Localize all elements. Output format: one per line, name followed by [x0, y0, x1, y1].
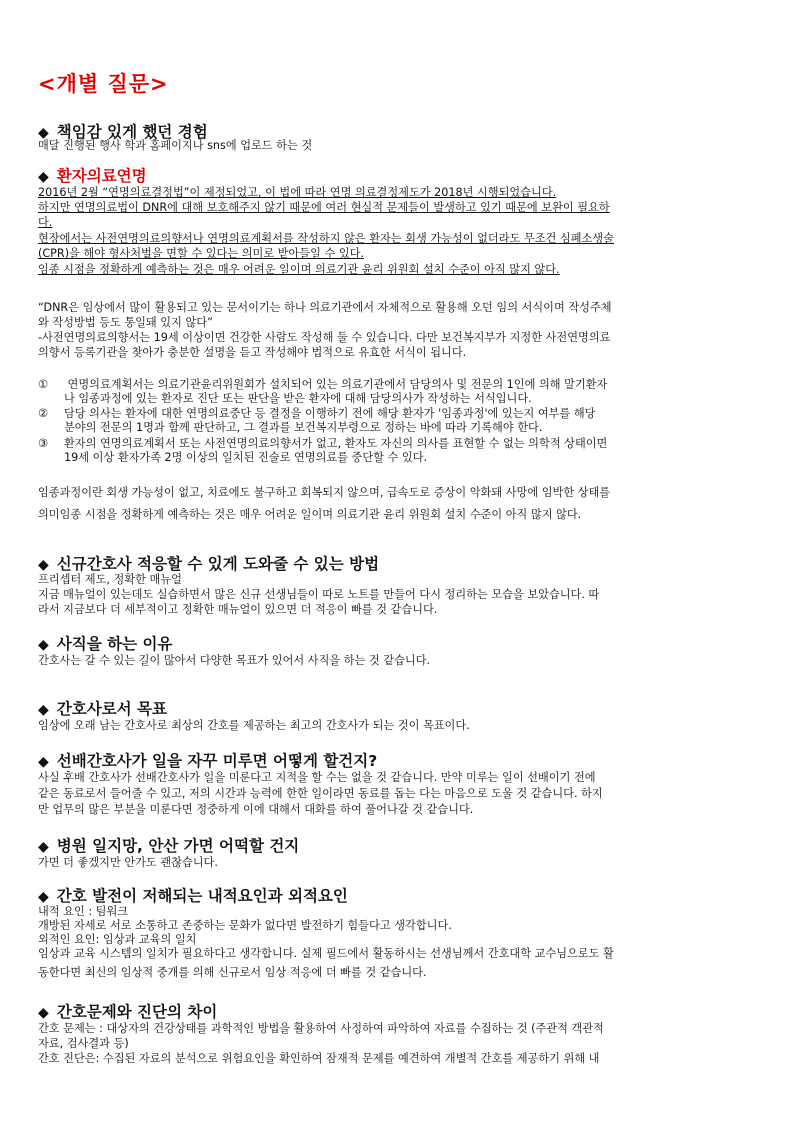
body-line: 간호사는 갈 수 있는 길이 많아서 다양한 목표가 있어서 사직을 하는 것 같습니다.: [38, 654, 431, 667]
body-line: “DNR은 임상에서 많이 활용되고 있는 문서이기는 하나 의료기관에서 자체적으로 활용해 오던 임의 서식이며 작성주체: [38, 301, 612, 314]
diamond-bullet-icon: ◆: [38, 889, 49, 905]
diamond-bullet-icon: ◆: [38, 839, 49, 855]
body-line: 라서 지금보다 더 세부적이고 정확한 매뉴얼이 있으면 더 적응이 빠를 것 같습니다.: [38, 603, 438, 616]
section-heading: [38, 1000, 217, 1022]
body-line: 매달 진행된 행사 학과 홈페이지나 sns에 업로드 하는 것: [38, 139, 313, 152]
page-title: <개별 질문>: [38, 72, 169, 96]
heading-text: 간호문제와 진단의 차이: [56, 1003, 218, 1021]
body-line: 외적인 요인: 임상과 교육의 일치: [38, 933, 197, 946]
diamond-bullet-icon: ◆: [38, 702, 49, 718]
item-text: 연명의료계획서는 의료기관윤리위원회가 설치되어 있는 의료기관에서 담당의사 및 전문의 1인에 의해 말기환자: [64, 378, 608, 391]
body-line: 의향서 등록기관을 찾아가 충분한 설명을 듣고 작성해야 법적으로 유효한 서식이 됩니다.: [38, 346, 467, 359]
body-line: 같은 동료로서 들어줄 수 있고, 저의 시간과 능력에 한한 일이라면 동료를 돕는 다는 마음으로 도울 것 같습니다. 하지: [38, 787, 603, 800]
diamond-bullet-icon: ◆: [38, 1005, 49, 1021]
body-line: 지금 매뉴얼이 있는데도 실습하면서 많은 신규 선생님들이 따로 노트를 만들어 다시 정리하는 모습을 보았습니다. 따: [38, 588, 600, 601]
body-line: 자료, 검사결과 등): [38, 1037, 129, 1050]
diamond-bullet-icon: ◆: [38, 754, 49, 770]
diamond-bullet-icon: ◆: [38, 169, 49, 185]
item-number: ③: [38, 437, 49, 450]
section-heading: [38, 632, 172, 654]
body-line: 의미임종 시점을 정확하게 예측하는 것은 매우 어려운 일이며 의료기관 윤리 위원회 설치 수준이 아직 많지 않다.: [38, 508, 582, 521]
diamond-bullet-icon: ◆: [38, 637, 49, 653]
underlined-line: 2016년 2월 “연명의료결정법”이 제정되었고, 이 법에 따라 연명 의료결정제도가 2018년 시행되었습니다.: [38, 186, 557, 199]
underlined-line: (CPR)을 해야 형사처벌을 면할 수 있다는 의미로 받아들일 수 있다.: [38, 247, 364, 260]
item-text: 담당 의사는 환자에 대한 연명의료중단 등 결정을 이행하기 전에 해당 환자가 '임종과정'에 있는지 여부를 해당: [64, 407, 596, 420]
body-line: 임종과정이란 회생 가능성이 없고, 치료에도 불구하고 회복되지 않으며, 급속도로 증상이 악화돼 사망에 임박한 상태를: [38, 486, 611, 499]
section-heading: [38, 697, 167, 719]
heading-text: 간호 발전이 저해되는 내적요인과 외적요인: [56, 887, 348, 905]
section-heading: [38, 884, 348, 906]
diamond-bullet-icon: ◆: [38, 125, 49, 141]
item-text-continued: 나 임종과정에 있는 환자로 진단 또는 판단을 받은 환자에 대해 담당의사가 작성하는 서식입니다.: [64, 392, 532, 405]
diamond-bullet-icon: ◆: [38, 557, 49, 573]
item-text: 환자의 연명의료계획서 또는 사전연명의료의향서가 없고, 환자도 자신의 의사를 표현할 수 없는 의학적 상태이면: [64, 437, 608, 450]
body-line: 프리셉터 제도, 정확한 매뉴얼: [38, 573, 182, 586]
underlined-line: 현장에서는 사전연명의료의향서나 연명의료계획서를 작성하지 않은 환자는 회생 가능성이 없더라도 무조건 심폐소생술: [38, 232, 614, 245]
item-number: ②: [38, 407, 49, 420]
heading-text: 환자의료연명: [56, 167, 147, 185]
section-heading: [38, 749, 377, 771]
section-heading: [38, 164, 147, 186]
item-text-continued: 분야의 전문의 1명과 함께 판단하고, 그 결과를 보건복지부령으로 정하는 바에 따라 기록해야 한다.: [64, 421, 543, 434]
body-line: 가면 더 좋겠지만 안가도 괜찮습니다.: [38, 856, 218, 869]
body-line: 사실 후배 간호사가 선배간호사가 일을 미룬다고 지적을 할 수는 없을 것 같습니다. 만약 미루는 일이 선배이기 전에: [38, 771, 596, 784]
body-line: 개방된 자세로 서로 소통하고 존중하는 문화가 없다면 발전하기 힘들다고 생각합니다.: [38, 919, 452, 932]
body-line: 간호 문제는 : 대상자의 건강상태를 과학적인 방법을 활용하여 사정하여 파악하여 자료를 수집하는 것 (주관적 객관적: [38, 1022, 604, 1035]
body-line: 내적 요인 : 팀워크: [38, 905, 129, 918]
heading-text: 책임감 있게 했던 경험: [56, 123, 208, 141]
body-line: 임상과 교육 시스템의 일치가 필요하다고 생각합니다. 실제 필드에서 활동하시는 선생님께서 간호대학 교수님으로도 활: [38, 947, 614, 960]
body-line: 간호 진단은: 수집된 자료의 분석으로 위험요인을 확인하여 잠재적 문제를 예견하여 개별적 간호를 제공하기 위해 내: [38, 1052, 600, 1065]
section-heading: [38, 552, 379, 574]
numbered-item: [38, 378, 758, 406]
heading-text: 신규간호사 적응할 수 있게 도와줄 수 있는 방법: [56, 555, 380, 573]
body-line: 동한다면 최신의 임상적 중개를 의해 신규로서 임상 적응에 더 빠를 것 같습니다.: [38, 966, 427, 979]
body-line: 임상에 오래 남는 간호사로 최상의 간호를 제공하는 최고의 간호사가 되는 것이 목표이다.: [38, 719, 470, 732]
heading-text: 병원 일지망, 안산 가면 어떡할 건지: [56, 837, 300, 855]
section-heading: [38, 834, 299, 856]
numbered-item: [38, 437, 758, 465]
underlined-line: 하지만 연명의료법이 DNR에 대해 보호해주지 않기 때문에 여러 현실적 문제들이 발생하고 있기 때문에 보완이 필요하: [38, 201, 610, 214]
item-text-continued: 19세 이상 환자가족 2명 이상의 일치된 진술로 연명의료를 중단할 수 있다.: [64, 451, 428, 464]
numbered-item: [38, 407, 758, 435]
body-line: 만 업무의 많은 부분을 미룬다면 정중하게 이에 대해서 대화를 하여 풀어나갈 것 같습니다.: [38, 803, 474, 816]
body-line: 와 작성방법 등도 통일돼 있지 않다”: [38, 316, 213, 329]
item-number: ①: [38, 378, 49, 391]
underlined-line: 다.: [38, 216, 53, 229]
body-line: -사전연명의료의향서는 19세 이상이면 건강한 사람도 작성해 둘 수 있습니다. 다만 보건복지부가 지정한 사전연명의료: [38, 331, 611, 344]
heading-text: 사직을 하는 이유: [56, 635, 173, 653]
heading-text: 선배간호사가 일을 자꾸 미루면 어떻게 할건지?: [56, 752, 378, 770]
heading-text: 간호사로서 목표: [56, 700, 167, 718]
underlined-line: 임종 시점을 정확하게 예측하는 것은 매우 어려운 일이며 의료기관 윤리 위원회 설치 수준이 아직 많지 않다.: [38, 263, 560, 276]
